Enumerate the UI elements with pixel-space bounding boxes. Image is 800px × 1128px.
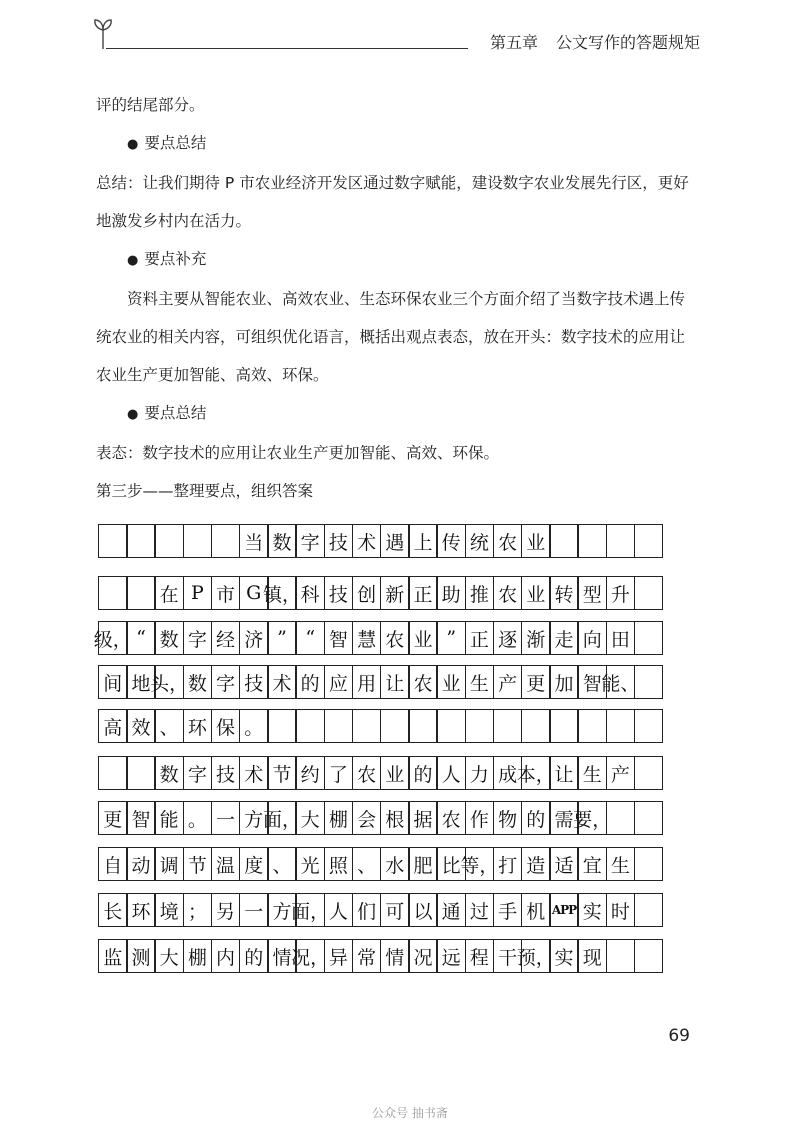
grid-cell: 可: [380, 893, 410, 927]
grid-cell: 慧: [352, 621, 382, 655]
grid-cell: 根: [380, 801, 410, 835]
grid-cell: 农: [493, 576, 523, 610]
grid-cell: 技: [211, 756, 241, 790]
grid-cell: 。: [183, 801, 213, 835]
grid-row: [98, 847, 663, 881]
grid-cell: 一: [211, 801, 241, 835]
grid-cell: 成: [493, 756, 523, 790]
paragraph: 资料主要从智能农业、高效农业、生态环保农业三个方面介绍了当数字技术遇上传统农业的相关内容，可组织优化语言，概括出观点表态，放在开头：数字技术的应用让农业生产更加智能、高效、环保。: [96, 290, 686, 384]
bullet-text: 要点总结: [144, 404, 207, 422]
sprout-icon: [92, 16, 114, 50]
grid-cell: 农: [408, 665, 438, 699]
grid-cell: 动: [126, 847, 156, 881]
grid-cell: 境: [154, 893, 184, 927]
grid-cell: 农: [352, 756, 382, 790]
bullet-text: 要点总结: [144, 134, 207, 152]
grid-cell: 节: [267, 756, 297, 790]
grid-cell: 异: [324, 939, 354, 973]
grid-cell: 智: [126, 801, 156, 835]
grid-cell: 术: [239, 756, 269, 790]
grid-cell: 字: [183, 756, 213, 790]
grid-row: [98, 893, 663, 927]
grid-cell: [634, 893, 664, 927]
grid-cell: 程: [465, 939, 495, 973]
chapter-number: 第五章: [489, 33, 538, 52]
grid-cell: 正: [408, 576, 438, 610]
grid-cell: 更: [521, 665, 551, 699]
grid-cell: ；: [183, 893, 213, 927]
grid-cell: 实: [577, 893, 607, 927]
grid-cell: 作: [465, 801, 495, 835]
grid-cell: 通: [436, 893, 466, 927]
grid-cell: 能、: [606, 665, 636, 699]
grid-cell: 了: [324, 756, 354, 790]
grid-cell: 助: [436, 576, 466, 610]
grid-cell: 让: [380, 665, 410, 699]
grid-cell: 预，: [521, 939, 551, 973]
grid-cell: [493, 709, 523, 743]
grid-cell: [465, 709, 495, 743]
grid-cell: 级，: [98, 621, 128, 655]
grid-cell: 测: [126, 939, 156, 973]
bullet-text: 要点补充: [144, 250, 207, 268]
paragraph: 第三步——整理要点，组织答案: [96, 482, 314, 500]
paragraph: 表态：数字技术的应用让农业生产更加智能、高效、环保。: [96, 444, 500, 462]
grid-cell: [634, 847, 664, 881]
grid-cell: [380, 709, 410, 743]
grid-cell: 业: [380, 756, 410, 790]
page-header: [92, 14, 700, 54]
grid-row: [98, 939, 663, 973]
grid-cell: [267, 709, 297, 743]
grid-cell: 打: [493, 847, 523, 881]
grid-cell: [606, 939, 636, 973]
paragraph: 总结：让我们期待 P 市农业经济开发区通过数字赋能，建设数字农业发展先行区，更好地激发乡村内在活力。: [96, 174, 689, 230]
bullet-heading: [96, 240, 700, 280]
grid-cell: 比: [436, 847, 466, 881]
grid-cell: 、: [154, 709, 184, 743]
grid-cell: 保: [211, 709, 241, 743]
grid-cell: 业: [408, 621, 438, 655]
bullet-dot-icon: ●: [127, 407, 139, 422]
grid-cell: “: [295, 621, 325, 655]
grid-cell: [98, 756, 128, 790]
grid-cell: 转: [549, 576, 579, 610]
grid-cell: “: [126, 621, 156, 655]
grid-cell: 远: [436, 939, 466, 973]
grid-cell: 约: [295, 756, 325, 790]
watermark: 公众号 抽书斋: [372, 1106, 448, 1120]
grid-cell: 造: [521, 847, 551, 881]
grid-cell: 面，: [295, 893, 325, 927]
grid-cell: [436, 709, 466, 743]
grid-cell: 干: [493, 939, 523, 973]
grid-cell: [154, 524, 184, 558]
grid-cell: 本，: [521, 756, 551, 790]
grid-cell: 市: [211, 576, 241, 610]
grid-cell: 技: [324, 576, 354, 610]
grid-cell: [408, 709, 438, 743]
grid-cell: 传: [436, 524, 466, 558]
grid-cell: [634, 939, 664, 973]
grid-cell: [126, 524, 156, 558]
grid-cell: 数: [267, 524, 297, 558]
grid-cell: [634, 709, 664, 743]
grid-cell: 业: [521, 524, 551, 558]
grid-cell: 大: [154, 939, 184, 973]
grid-cell: 照: [324, 847, 354, 881]
grid-cell: 方: [267, 893, 297, 927]
grid-cell: [606, 709, 636, 743]
grid-cell: 应: [324, 665, 354, 699]
grid-cell: 环: [183, 709, 213, 743]
grid-cell: 农: [493, 524, 523, 558]
grid-cell: 实: [549, 939, 579, 973]
grid-cell: 统: [465, 524, 495, 558]
grid-cell: 农: [436, 801, 466, 835]
grid-cell: 头，: [154, 665, 184, 699]
grid-cell: 生: [606, 847, 636, 881]
grid-cell: 的: [521, 801, 551, 835]
grid-cell: [211, 524, 241, 558]
grid-cell: [634, 621, 664, 655]
grid-cell: 常: [352, 939, 382, 973]
grid-cell: 术: [352, 524, 382, 558]
grid-cell: ”: [436, 621, 466, 655]
grid-cell: [606, 524, 636, 558]
grid-cell: 推: [465, 576, 495, 610]
grid-cell: 升: [606, 576, 636, 610]
grid-cell: 当: [239, 524, 269, 558]
grid-cell: 济: [239, 621, 269, 655]
grid-cell: 的: [295, 665, 325, 699]
grid-cell: 宜: [577, 847, 607, 881]
bullet-heading: [96, 124, 700, 164]
grid-cell: 调: [154, 847, 184, 881]
grid-cell: 机: [521, 893, 551, 927]
grid-cell: 。: [239, 709, 269, 743]
grid-cell: 在: [154, 576, 184, 610]
chapter-title: 公文写作的答题规矩: [555, 33, 700, 52]
grid-cell: 走: [549, 621, 579, 655]
chapter-heading: [490, 30, 700, 53]
page-number: 69: [668, 1026, 690, 1046]
grid-cell: 型: [577, 576, 607, 610]
grid-cell: 字: [183, 621, 213, 655]
grid-cell: 创: [352, 576, 382, 610]
grid-cell: 田: [606, 621, 636, 655]
grid-cell: APP: [549, 893, 579, 927]
grid-cell: [98, 524, 128, 558]
grid-cell: 情: [267, 939, 297, 973]
grid-cell: [634, 801, 664, 835]
grid-cell: 新: [380, 576, 410, 610]
grid-cell: 高: [98, 709, 128, 743]
grid-cell: 数: [154, 621, 184, 655]
grid-cell: [324, 709, 354, 743]
grid-cell: 术: [267, 665, 297, 699]
grid-cell: 让: [549, 756, 579, 790]
grid-cell: 上: [408, 524, 438, 558]
grid-cell: 、: [352, 847, 382, 881]
grid-cell: 效: [126, 709, 156, 743]
grid-cell: 正: [465, 621, 495, 655]
grid-cell: 情: [380, 939, 410, 973]
grid-cell: 物: [493, 801, 523, 835]
grid-cell: 能: [154, 801, 184, 835]
grid-cell: 经: [211, 621, 241, 655]
grid-row: [93, 621, 663, 655]
grid-cell: 现: [577, 939, 607, 973]
grid-cell: 间: [98, 665, 128, 699]
grid-cell: 据: [408, 801, 438, 835]
grid-cell: 长: [98, 893, 128, 927]
grid-cell: 人: [436, 756, 466, 790]
grid-cell: 手: [493, 893, 523, 927]
grid-cell: G: [239, 576, 269, 610]
grid-cell: 数: [183, 665, 213, 699]
grid-cell: 时: [606, 893, 636, 927]
grid-cell: 遇: [380, 524, 410, 558]
body-text: [96, 86, 700, 510]
grid-cell: ”: [267, 621, 297, 655]
grid-cell: 过: [465, 893, 495, 927]
grid-cell: 节: [183, 847, 213, 881]
grid-cell: 用: [352, 665, 382, 699]
grid-cell: [98, 576, 128, 610]
grid-cell: 字: [211, 665, 241, 699]
grid-cell: 自: [98, 847, 128, 881]
grid-cell: 力: [465, 756, 495, 790]
grid-cell: 业: [521, 576, 551, 610]
grid-cell: 们: [352, 893, 382, 927]
grid-cell: [295, 709, 325, 743]
grid-cell: [634, 665, 664, 699]
grid-cell: 内: [211, 939, 241, 973]
grid-cell: 数: [154, 756, 184, 790]
grid-row: [98, 709, 663, 743]
grid-cell: 棚: [183, 939, 213, 973]
grid-cell: 技: [239, 665, 269, 699]
grid-cell: [577, 709, 607, 743]
grid-cell: 加: [549, 665, 579, 699]
grid-cell: 要，: [577, 801, 607, 835]
grid-cell: 大: [295, 801, 325, 835]
grid-cell: 向: [577, 621, 607, 655]
grid-cell: [577, 524, 607, 558]
grid-cell: 产: [606, 756, 636, 790]
grid-cell: 面，: [267, 801, 297, 835]
grid-cell: 智: [324, 621, 354, 655]
grid-cell: 逐: [493, 621, 523, 655]
grid-row: [98, 665, 663, 699]
grid-cell: 度: [239, 847, 269, 881]
grid-cell: [126, 756, 156, 790]
bullet-heading: [96, 394, 700, 434]
grid-cell: 肥: [408, 847, 438, 881]
grid-row: [98, 801, 663, 835]
grid-cell: 人: [324, 893, 354, 927]
grid-cell: 、: [267, 847, 297, 881]
grid-cell: 产: [493, 665, 523, 699]
grid-cell: 更: [98, 801, 128, 835]
grid-cell: [521, 709, 551, 743]
grid-cell: 需: [549, 801, 579, 835]
paragraph: 评的结尾部分。: [96, 96, 205, 114]
grid-cell: 生: [577, 756, 607, 790]
grid-row: [98, 576, 663, 610]
grid-row: [98, 524, 663, 558]
header-rule: [106, 48, 468, 49]
grid-cell: 温: [211, 847, 241, 881]
grid-cell: 等，: [465, 847, 495, 881]
grid-cell: [549, 524, 579, 558]
grid-cell: 渐: [521, 621, 551, 655]
grid-cell: 况: [408, 939, 438, 973]
grid-cell: 棚: [324, 801, 354, 835]
grid-cell: [634, 524, 664, 558]
grid-cell: [183, 524, 213, 558]
grid-cell: 方: [239, 801, 269, 835]
grid-cell: 况，: [295, 939, 325, 973]
grid-cell: 技: [324, 524, 354, 558]
grid-cell: [126, 576, 156, 610]
grid-cell: 环: [126, 893, 156, 927]
grid-cell: 适: [549, 847, 579, 881]
grid-row: [98, 756, 663, 790]
grid-cell: 业: [436, 665, 466, 699]
grid-cell: 字: [295, 524, 325, 558]
grid-cell: 智: [577, 665, 607, 699]
grid-cell: P: [183, 576, 213, 610]
grid-cell: 镇，: [267, 576, 297, 610]
grid-cell: [634, 576, 664, 610]
bullet-dot-icon: ●: [127, 137, 139, 152]
bullet-dot-icon: ●: [127, 253, 139, 268]
grid-cell: [352, 709, 382, 743]
grid-cell: 的: [239, 939, 269, 973]
grid-cell: 光: [295, 847, 325, 881]
grid-cell: 一: [239, 893, 269, 927]
grid-cell: 地: [126, 665, 156, 699]
grid-cell: [606, 801, 636, 835]
grid-cell: [549, 709, 579, 743]
grid-cell: 的: [408, 756, 438, 790]
grid-cell: [634, 756, 664, 790]
grid-cell: 监: [98, 939, 128, 973]
grid-cell: 科: [295, 576, 325, 610]
grid-cell: 另: [211, 893, 241, 927]
grid-cell: 会: [352, 801, 382, 835]
grid-cell: 以: [408, 893, 438, 927]
grid-cell: 生: [465, 665, 495, 699]
grid-cell: 水: [380, 847, 410, 881]
grid-cell: 农: [380, 621, 410, 655]
